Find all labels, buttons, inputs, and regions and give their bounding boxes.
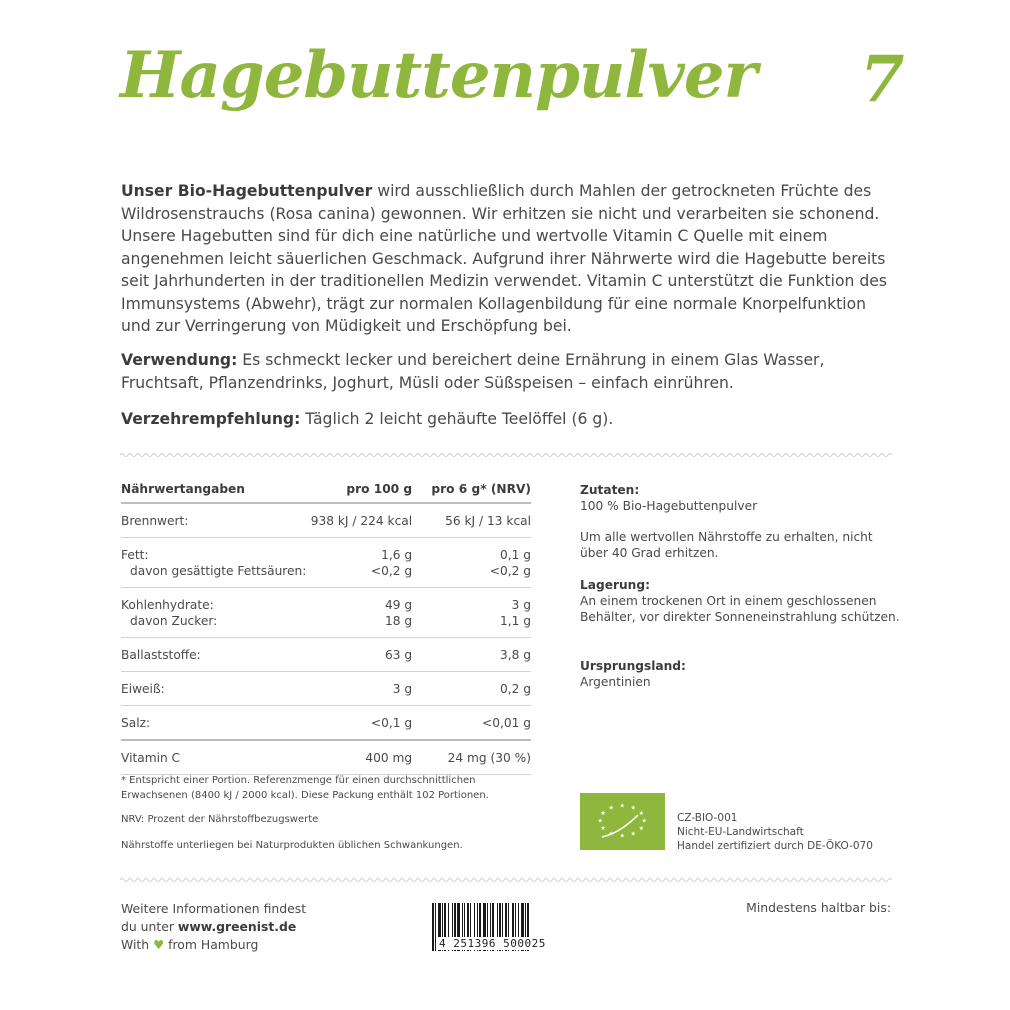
table-row	[121, 503, 531, 538]
storage-label: Lagerung:	[580, 578, 650, 592]
eu-organic-leaf-svg	[580, 793, 665, 850]
from-text: from Hamburg	[164, 937, 259, 952]
product-title: Hagebuttenpulver	[120, 38, 757, 113]
usage-paragraph	[121, 349, 891, 394]
leaf-star: ★	[630, 830, 636, 838]
origin-section	[580, 658, 900, 690]
heat-note: Um alle wertvollen Nährstoffe zu erhalten, nicht über 40 Grad erhitzen.	[580, 530, 873, 560]
leaf-star: ★	[641, 817, 647, 825]
dosage-text: Täglich 2 leicht gehäufte Teelöffel (6 g).	[300, 410, 614, 428]
nutrient-value-100g: 63 g	[311, 638, 412, 672]
nutrient-value-6g: 24 mg (30 %)	[412, 740, 531, 775]
nutrient-main-label: Fett:	[121, 548, 149, 562]
nutrient-value-100g: 3 g	[311, 672, 412, 706]
leaf-star: ★	[630, 804, 636, 812]
cert-trade: Handel zertifiziert durch DE-ÖKO-070	[677, 840, 873, 852]
barcode-bar	[435, 903, 436, 951]
storage-value: An einem trockenen Ort in einem geschlossenen Behälter, vor direkter Sonneneinstrahlung schützen.	[580, 594, 900, 624]
table-row	[121, 588, 531, 638]
leaf-star: ★	[638, 825, 644, 832]
nutrient-sub-value: <0,2 g	[489, 564, 531, 578]
certification-info	[677, 811, 873, 853]
footnote-portion: * Entspricht einer Portion. Referenzmenge für einen durchschnittlichen Erwachsenen (8400 kJ / 2000 kcal). Diese Packung enthält 102 Portionen.	[121, 775, 489, 801]
intro-bold: Unser Bio-Hagebuttenpulver	[121, 182, 373, 200]
nutrient-value-6g	[412, 588, 531, 638]
nutrient-sub-value: 1,1 g	[500, 614, 531, 628]
nutrient-sub-value: 18 g	[385, 614, 413, 628]
leaf-star: ★	[619, 832, 625, 840]
nutrient-main-label: Kohlenhydrate:	[121, 598, 214, 612]
nutrient-sub-value: <0,2 g	[370, 564, 413, 578]
nutrient-label: Brennwert:	[121, 503, 311, 538]
nutrient-value-6g	[412, 538, 531, 588]
barcode-bar	[432, 903, 434, 951]
dosage-paragraph	[121, 408, 891, 431]
intro-text: wird ausschließlich durch Mahlen der getrockneten Früchte des Wildrosenstrauchs (Rosa canina) gewonnen. Wir erhitzen sie nicht und verarbeiten sie schonend. Unsere Hagebutten sind für dich eine natürliche und wertvolle Vitamin C Quelle mit einem angenehmen leicht säuerlichen Geschmack. Aufgrund ihrer Nährwerte wird die Hagebutte bereits seit Jahrhunderten in der traditionellen Medizin verwendet. Vitamin C unterstützt die Funktion des Immunsystems (Abwehr), trägt zur normalen Kollagenbildung für eine normale Knorpelfunktion und zur Verringerung von Müdigkeit und Erschöpfung bei.	[121, 182, 887, 335]
table-row	[121, 672, 531, 706]
best-before-label: Mindestens haltbar bis:	[746, 900, 891, 915]
nutrient-value-100g: <0,1 g	[311, 706, 412, 741]
wave-divider	[120, 451, 892, 459]
barcode-number: 4 251396 500025	[439, 937, 546, 950]
cert-code: CZ-BIO-001	[677, 812, 738, 824]
intro-paragraph	[121, 180, 891, 338]
nutrient-main-value: 49 g	[385, 598, 413, 612]
eu-organic-leaf-icon	[580, 793, 665, 850]
nutrient-value-100g	[311, 538, 412, 588]
leaf-star: ★	[600, 810, 606, 817]
leaf-star: ★	[608, 804, 614, 812]
ingredients-section	[580, 482, 900, 514]
nutrient-label: Salz:	[121, 706, 311, 741]
nutrient-value-100g	[311, 588, 412, 638]
nutrition-header-label: Nährwertangaben	[121, 480, 311, 503]
nutrient-sub-label: davon gesättigte Fettsäuren:	[130, 564, 307, 578]
nutrient-value-100g: 400 mg	[311, 740, 412, 775]
table-row	[121, 638, 531, 672]
ingredients-value: 100 % Bio-Hagebuttenpulver	[580, 499, 758, 513]
website-link[interactable]: www.greenist.de	[177, 919, 297, 934]
leaf-star: ★	[600, 825, 606, 832]
footnote-nrv: NRV: Prozent der Nährstoffbezugswerte	[121, 814, 319, 825]
nutrient-value-6g: 56 kJ / 13 kcal	[412, 503, 531, 538]
leaf-star: ★	[608, 830, 614, 838]
cert-agriculture: Nicht-EU-Landwirtschaft	[677, 826, 804, 838]
ingredients-label: Zutaten:	[580, 483, 640, 497]
nutrient-value-6g: 0,2 g	[412, 672, 531, 706]
with-text: With	[121, 937, 154, 952]
heart-icon: ♥	[153, 937, 165, 952]
table-row	[121, 706, 531, 741]
page-number: 7	[860, 42, 905, 117]
nutrient-label: Eiweiß:	[121, 672, 311, 706]
made-with-love	[121, 936, 306, 954]
footnote-variation: Nährstoffe unterliegen bei Naturprodukten üblichen Schwankungen.	[121, 840, 463, 851]
nutrient-label	[121, 538, 311, 588]
leaf-star: ★	[597, 817, 603, 825]
usage-bold: Verwendung:	[121, 351, 238, 369]
nutrient-label	[121, 588, 311, 638]
nutrient-sub-label: davon Zucker:	[130, 614, 218, 628]
origin-value: Argentinien	[580, 675, 651, 689]
wave-divider	[120, 876, 892, 884]
table-row	[121, 538, 531, 588]
origin-label: Ursprungsland:	[580, 659, 686, 673]
leaf-star: ★	[619, 802, 625, 810]
nutrition-header-6g: pro 6 g* (NRV)	[412, 480, 531, 503]
info-line-1: Weitere Informationen findest	[121, 901, 307, 916]
nutrition-table	[121, 480, 531, 775]
nutrient-main-value: 1,6 g	[381, 548, 413, 562]
dosage-bold: Verzehrempfehlung:	[121, 410, 301, 428]
nutrient-main-value: 3 g	[511, 598, 531, 612]
nutrition-header-100g: pro 100 g	[311, 480, 412, 503]
nutrient-main-value: 0,1 g	[500, 548, 531, 562]
nutrient-label: Vitamin C	[121, 740, 311, 775]
info-line-2	[121, 918, 306, 936]
footer-info	[121, 900, 306, 954]
info-prefix: du unter	[121, 919, 178, 934]
usage-text: Es schmeckt lecker und bereichert deine Ernährung in einem Glas Wasser, Fruchtsaft, Pflanzendrinks, Joghurt, Müsli oder Süßspeisen – einfach einrühren.	[121, 351, 825, 392]
nutrition-header-row	[121, 480, 531, 503]
table-row	[121, 740, 531, 775]
nutrient-value-6g: 3,8 g	[412, 638, 531, 672]
storage-section	[580, 577, 900, 625]
nutrient-label: Ballaststoffe:	[121, 638, 311, 672]
nutrient-value-6g: <0,01 g	[412, 706, 531, 741]
nutrient-value-100g: 938 kJ / 224 kcal	[311, 503, 412, 538]
leaf-star: ★	[638, 810, 644, 817]
